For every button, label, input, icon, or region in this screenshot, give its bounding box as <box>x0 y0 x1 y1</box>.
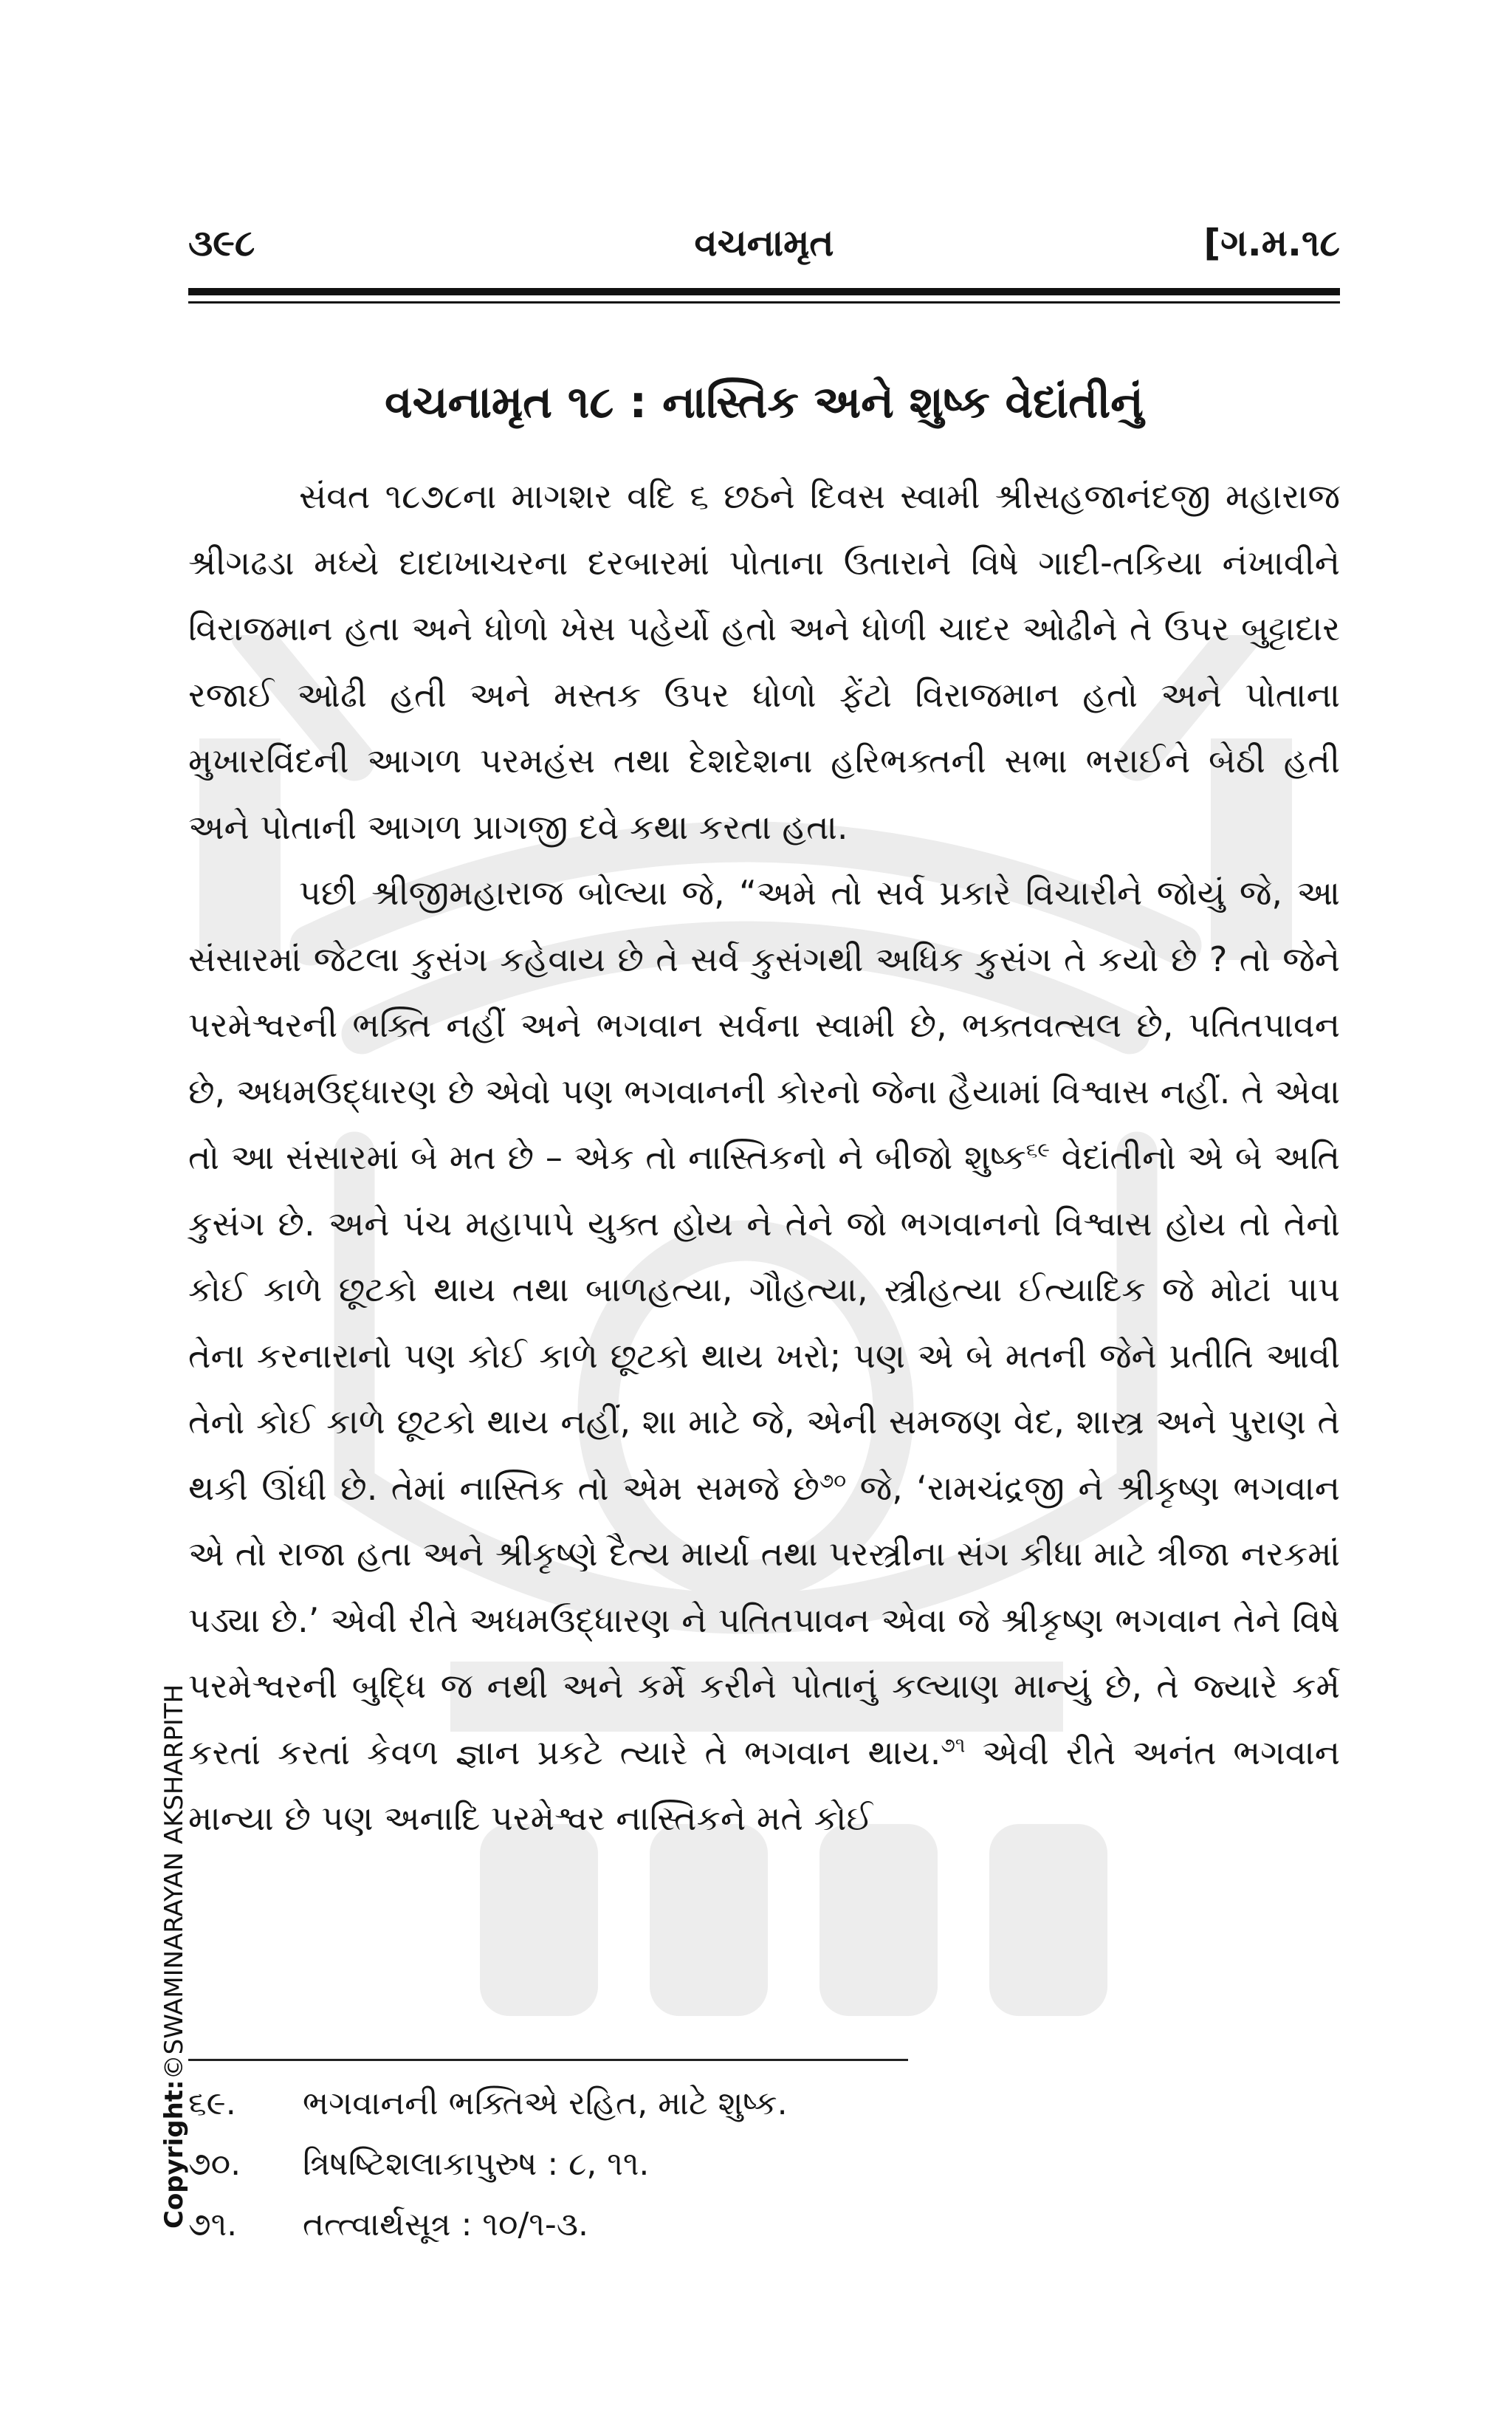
footnote-ref-70[interactable]: ૭૦ <box>819 1468 847 1493</box>
paragraph-1: સંવત ૧૮૭૮ના માગશર વદિ ૬ છઠને દિવસ સ્વામી શ્રીસહજાનંદજી મહારાજ શ્રીગઢડા મધ્યે દાદાખાચરના દરબારમાં પોતાના ઉતારાને વિષે ગાદી-તકિયા નંખાવીને વિરાજમાન હતા અને ધોળો ખેસ પહેર્યો હતો અને ધોળી ચાદર ઓઢીને તે ઉપર બુટ્ટાદાર રજાઈ ઓઢી હતી અને મસ્તક ઉપર ધોળો ફેંટો વિરાજમાન હતો અને પોતાના મુખારવિંદની આગળ પરમહંસ તથા દેશદેશના હરિભક્તની સભા ભરાઈને બેઠી હતી અને પોતાની આગળ પ્રાગજી દવે કથા કરતા હતા. <box>188 476 1340 847</box>
footnote-rule <box>188 2059 908 2061</box>
header-rule-thin <box>188 301 1340 304</box>
paragraph-2-part-d: એવી રીતે અનંત ભગવાન માન્યા છે પણ અનાદિ પરમેશ્વર નાસ્તિકને મતે કોઈ <box>188 1732 1340 1838</box>
page-header <box>188 222 1340 281</box>
footnote-70 <box>188 2134 1340 2195</box>
footnote-69 <box>188 2074 1340 2134</box>
footnote-text: તત્ત્વાર્થસૂત્ર : ૧૦/૧-૩. <box>303 2206 588 2243</box>
copyright-notice <box>159 1684 189 2229</box>
body-text <box>188 464 1340 1852</box>
chapter-title: વચનામૃત ૧૮ : નાસ્તિક અને શુષ્ક વેદાંતીનું <box>385 377 1144 428</box>
paragraph-2-part-c: જે, ‘રામચંદ્રજી ને શ્રીકૃષ્ણ ભગવાન એ તો રાજા હતા અને શ્રીકૃષ્ણે દૈત્ય માર્યા તથા પરસ્ત્રીના સંગ કીધા માટે ત્રીજા નરકમાં પડ્યા છે.’ એવી રીતે અધમઉદ્ધારણ ને પતિતપાવન એવા જે શ્રીકૃષ્ણ ભગવાન તેને વિષે પરમેશ્વરની બુદ્ધિ જ નથી અને કર્મે કરીને પોતાનું કલ્યાણ માન્યું છે, તે જ્યારે કર્મ કરતાં કરતાં કેવળ જ્ઞાન પ્રકટે ત્યારે તે ભગવાન થાય. <box>188 1467 1340 1772</box>
footnotes <box>188 2074 1340 2255</box>
paragraph-2-part-a: પછી શ્રીજીમહારાજ બોલ્યા જે, “અમે તો સર્વ પ્રકારે વિચારીને જોયું જે, આ સંસારમાં જેટલા કુસંગ કહેવાય છે તે સર્વ કુસંગથી અધિક કુસંગ તે કયો છે ? તો જેને પરમેશ્વરની ભક્તિ નહીં અને ભગવાન સર્વના સ્વામી છે, ભક્તવત્સલ છે, પતિતપાવન છે, અધમઉદ્ધારણ છે એવો પણ ભગવાનની કોરનો જેના હૈયામાં વિશ્વાસ નહીં. તે એવા તો આ સંસારમાં બે મત છે – એક તો નાસ્તિકનો ને બીજો શુષ્ક <box>188 873 1340 1177</box>
paragraph-2 <box>188 860 1340 1852</box>
page-number: ૩૯૮ <box>188 222 255 264</box>
footnote-71 <box>188 2195 1340 2255</box>
footnote-ref-69[interactable]: ૬૯ <box>1025 1137 1051 1162</box>
footnote-ref-71[interactable]: ૭૧ <box>941 1732 966 1758</box>
section-reference: [ગ.મ.૧૮ <box>1203 222 1340 264</box>
footnote-text: ભગવાનની ભક્તિએ રહિત, માટે શુષ્ક. <box>303 2085 788 2122</box>
footnote-number: ૭૦. <box>188 2145 241 2183</box>
footnote-text: ત્રિષષ્ટિશલાકાપુરુષ : ૮, ૧૧. <box>303 2145 650 2183</box>
footnote-number: ૬૯. <box>188 2085 236 2122</box>
running-title: વચનામૃત <box>694 222 834 264</box>
paragraph-2-part-b: વેદાંતીનો એ બે અતિ કુસંગ છે. અને પંચ મહાપાપે યુક્ત હોય ને તેને જો ભગવાનનો વિશ્વાસ હોય તો તેનો કોઈ કાળે છૂટકો થાય તથા બાળહત્યા, ગૌહત્યા, સ્ત્રીહત્યા ઈત્યાદિક જે મોટાં પાપ તેના કરનારાનો પણ કોઈ કાળે છૂટકો થાય ખરો; પણ એ બે મતની જેને પ્રતીતિ આવી તેનો કોઈ કાળે છૂટકો થાય નહીં, શા માટે જે, એની સમજણ વેદ, શાસ્ત્ર અને પુરાણ તે થકી ઊંધી છે. તેમાં નાસ્તિક તો એમ સમજે છે <box>188 1137 1340 1508</box>
copyright-holder: ©SWAMINARAYAN AKSHARPITH <box>159 1684 189 2080</box>
header-rule-thick <box>188 288 1340 295</box>
copyright-label: Copyright: <box>159 2079 189 2229</box>
footnote-number: ૭૧. <box>188 2206 238 2243</box>
